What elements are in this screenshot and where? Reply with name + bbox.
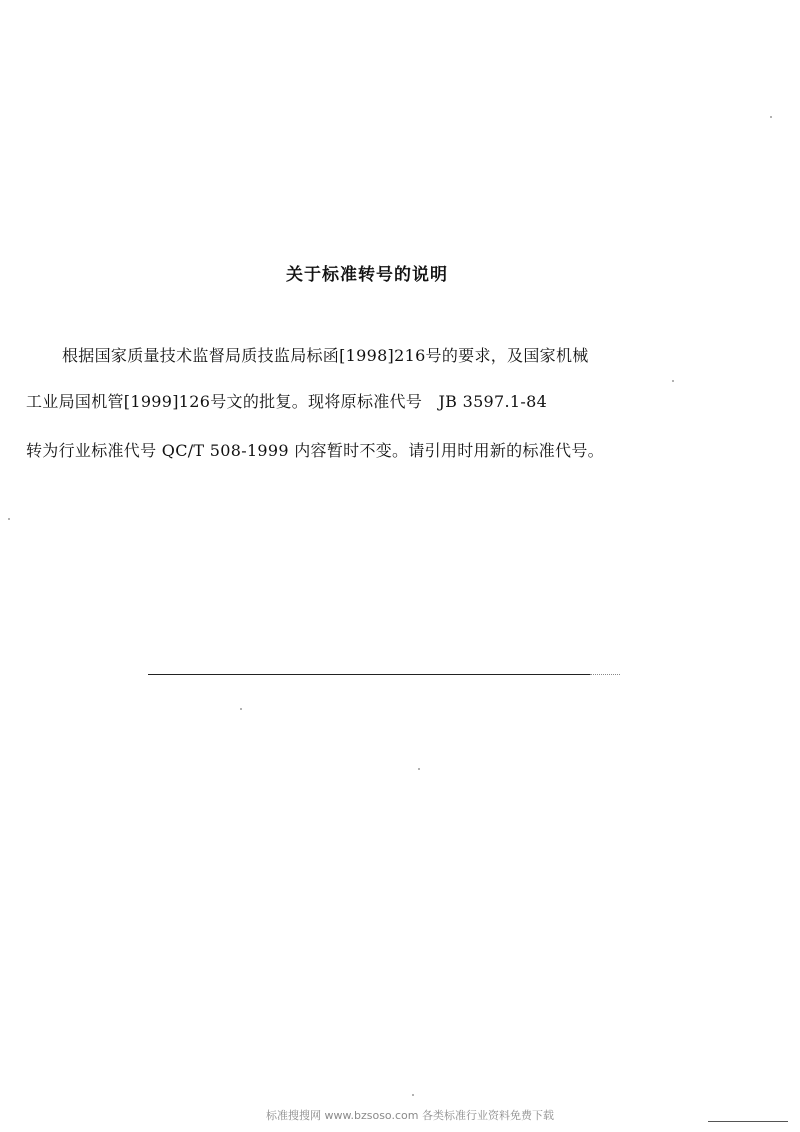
scan-speck — [672, 380, 674, 382]
document-title: 关于标准转号的说明 — [286, 265, 448, 285]
divider-dotted-tail — [590, 674, 620, 675]
scan-speck — [412, 1094, 414, 1096]
scan-speck — [770, 116, 772, 118]
footer-rule — [708, 1121, 788, 1122]
horizontal-divider — [148, 674, 590, 675]
paragraph-line-2: 工业局国机管[1999]126号文的批复。现将原标准代号 JB 3597.1-84 — [26, 392, 548, 411]
scan-speck — [240, 708, 242, 710]
scan-speck — [418, 768, 420, 770]
paragraph-line-1: 根据国家质量技术监督局质技监局标函[1998]216号的要求，及国家机械 — [62, 346, 589, 365]
scan-speck — [8, 518, 10, 520]
footer-watermark: 标准搜搜网 www.bzsoso.com 各类标准行业资料免费下载 — [266, 1109, 554, 1122]
paragraph-line-3: 转为行业标准代号 QC/T 508-1999 内容暂时不变。请引用时用新的标准代号。 — [26, 441, 604, 460]
